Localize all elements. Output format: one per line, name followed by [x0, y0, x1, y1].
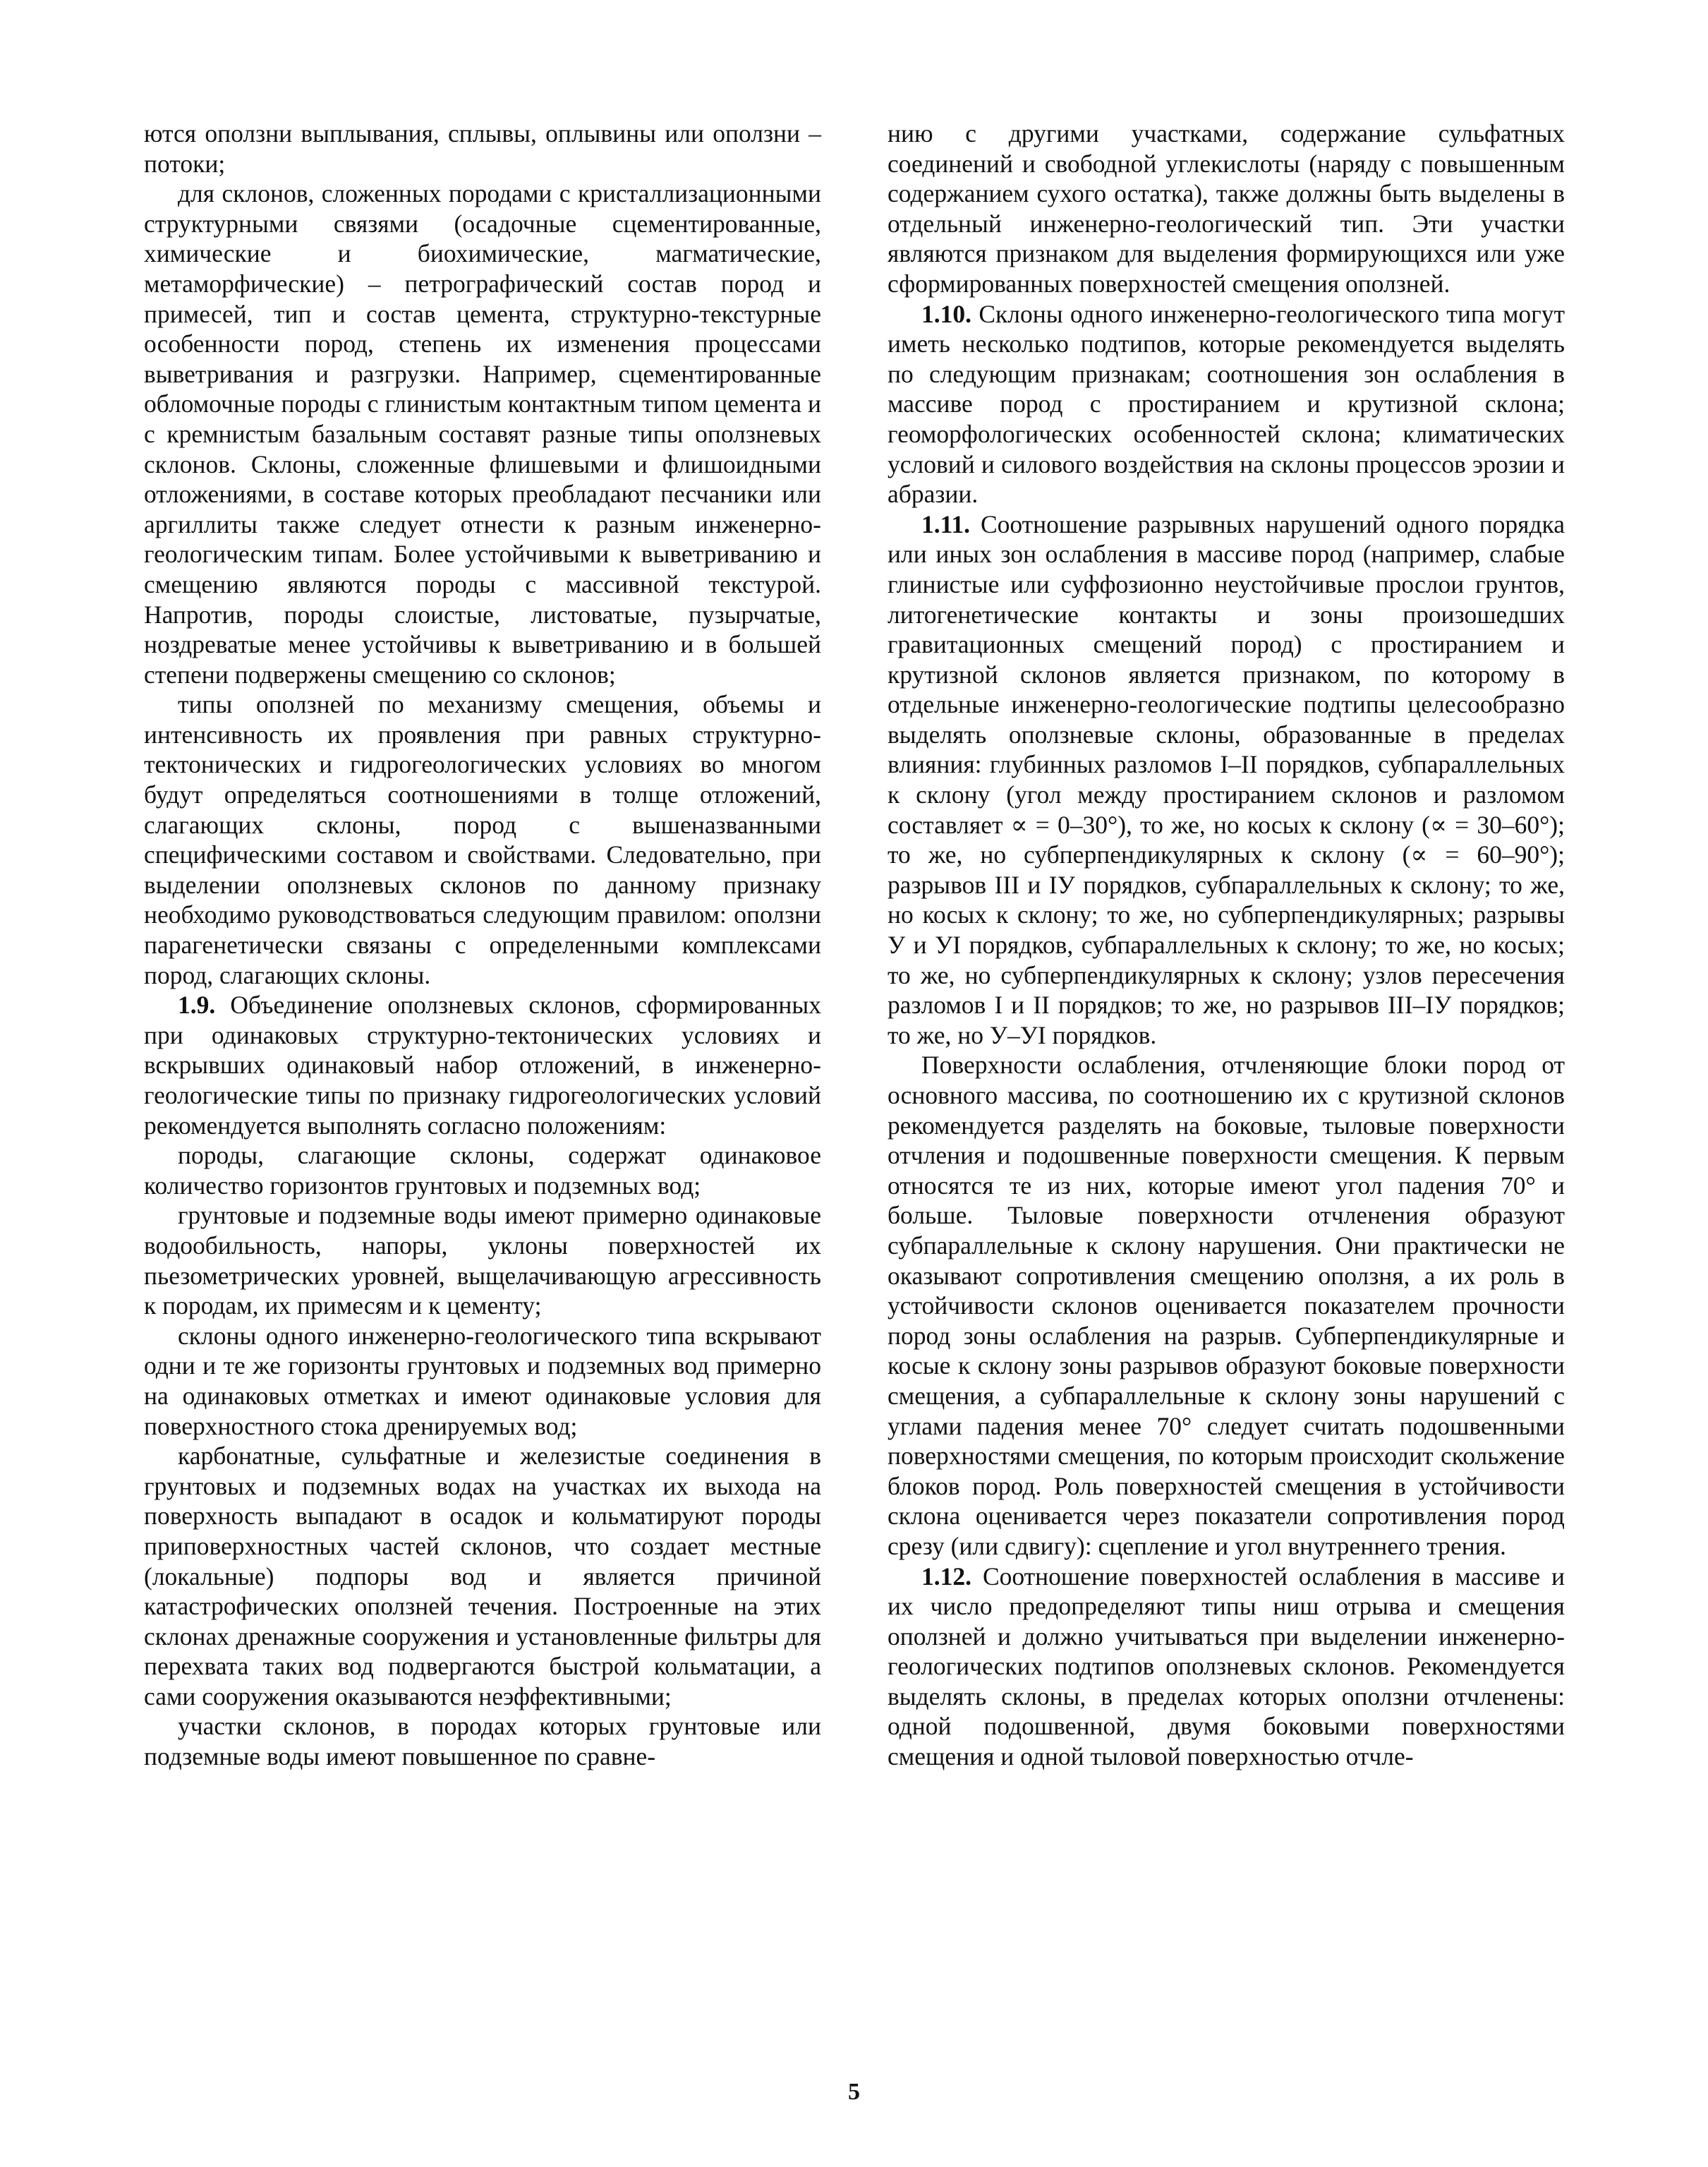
paragraph: ются оползни выплывания, сплывы, оплывины или оползни – потоки;	[144, 119, 821, 178]
page-number: 5	[848, 2079, 860, 2105]
paragraph: 1.12. Соотношение поверхностей ослабления в массиве и их число предопределяют типы ниш отрыва и смещения оползней и должно учитываться при выделении инженерно-геологических подтипов оползневых склонов. Рекомендуется выделять склоны, в пределах которых оползни отчленены: одной подошвенной, двумя боковыми поверхностями смещения и одной тыловой поверхностью отчле-	[888, 1562, 1565, 1771]
left-column	[144, 119, 821, 1772]
paragraph: для склонов, сложенных породами с кристаллизационными структурными связями (осадочные сцементированные, химические и биохимические, магматические, метаморфические) – петрографический состав пород и примесей, тип и состав цемента, структурно-текстурные особенности пород, степень их изменения процессами выветривания и разгрузки. Например, сцементированные обломочные породы с глинистым контактным типом цемента и с кремнистым базальным составят разные типы оползневых склонов. Склоны, сложенные флишевыми и флишоидными отложениями, в составе которых преобладают песчаники или аргиллиты также следует отнести к разным инженерно-геологическим типам. Более устойчивыми к выветриванию и смещению являются породы с массивной текстурой. Напротив, породы слоистые, листоватые, пузырчатые, ноздреватые менее устойчивы к выветриванию и в большей степени подвержены смещению со склонов;	[144, 179, 821, 689]
section-number: 1.12.	[921, 1562, 971, 1590]
section-number: 1.10.	[921, 299, 971, 328]
paragraph: типы оползней по механизму смещения, объемы и интенсивность их проявления при равных структурно-тектонических и гидрогеологических условиях во многом будут определяться соотношениями в толще отложений, слагающих склоны, пород с вышеназванными специфическими составом и свойствами. Следовательно, при выделении оползневых склонов по данному признаку необходимо руководствоваться следующим правилом: оползни парагенетически связаны с определенными комплексами пород, слагающих склоны.	[144, 690, 821, 989]
section-number: 1.9.	[178, 991, 216, 1020]
right-column	[888, 119, 1565, 1772]
paragraph: 1.10. Склоны одного инженерно-геологического типа могут иметь несколько подтипов, которые рекомендуется выделять по следующим признакам; соотношения зон ослабления в массиве пород с простиранием и крутизной склона; геоморфологических особенностей склона; климатических условий и силового воздействия на склоны процессов эрозии и абразии.	[888, 299, 1565, 509]
section-number: 1.11.	[921, 509, 971, 538]
paragraph: участки склонов, в породах которых грунтовые или подземные воды имеют повышенное по сравне-	[144, 1712, 821, 1771]
paragraph: 1.9. Объединение оползневых склонов, сформированных при одинаковых структурно-тектонических условиях и вскрывших одинаковый набор отложений, в инженерно-геологические типы по признаку гидрогеологических условий рекомендуется выполнять согласно положениям:	[144, 991, 821, 1140]
paragraph: Поверхности ослабления, отчленяющие блоки пород от основного массива, по соотношению их с крутизной склонов рекомендуется разделять на боковые, тыловые поверхности отчления и подошвенные поверхности смещения. К первым относятся те из них, которые имеют угол падения 70° и больше. Тыловые поверхности отчленения образуют субпараллельные к склону нарушения. Они практически не оказывают сопротивления смещению оползня, а их роль в устойчивости склонов оценивается показателем прочности пород зоны ослабления на разрыв. Субперпендикулярные и косые к склону зоны разрывов образуют боковые поверхности смещения, а субпараллельные к склону зоны нарушений с углами падения менее 70° следует считать подошвенными поверхностями смещения, по которым происходит скольжение блоков пород. Роль поверхностей смещения в устойчивости склона оценивается через показатели сопротивления пород срезу (или сдвигу): сцепление и угол внутреннего трения.	[888, 1051, 1565, 1560]
paragraph: карбонатные, сульфатные и железистые соединения в грунтовых и подземных водах на участках их выхода на поверхность выпадают в осадок и кольматируют породы приповерхностных частей склонов, что создает местные (локальные) подпоры вод и является причиной катастрофических оползней течения. Построенные на этих склонах дренажные сооружения и установленные фильтры для перехвата таких вод подвергаются быстрой кольматации, а сами сооружения оказываются неэффективными;	[144, 1442, 821, 1710]
paragraph: грунтовые и подземные воды имеют примерно одинаковые водообильность, напоры, уклоны поверхностей их пьезометрических уровней, выщелачивающую агрессивность к породам, их примесям и к цементу;	[144, 1201, 821, 1320]
paragraph: склоны одного инженерно-геологического типа вскрывают одни и те же горизонты грунтовых и подземных вод примерно на одинаковых отметках и имеют одинаковые условия для поверхностного стока дренируемых вод;	[144, 1321, 821, 1440]
paragraph: нию с другими участками, содержание сульфатных соединений и свободной углекислоты (наряду с повышенным содержанием сухого остатка), также должны быть выделены в отдельный инженерно-геологический тип. Эти участки являются признаком для выделения формирующихся или уже сформированных поверхностей смещения оползней.	[888, 119, 1565, 298]
paragraph: 1.11. Соотношение разрывных нарушений одного порядка или иных зон ослабления в массиве пород (например, слабые глинистые или суффозионно неустойчивые прослои грунтов, литогенетические контакты и зоны произошедших гравитационных смещений пород) с простиранием и крутизной склонов является признаком, по которому в отдельные инженерно-геологические подтипы целесообразно выделять оползневые склоны, образованные в пределах влияния: глубинных разломов I–II порядков, субпараллельных к склону (угол между простиранием склонов и разломом составляет ∝ = 0–30°), то же, но косых к склону (∝ = 30–60°); то же, но субперпендикулярных к склону (∝ = 60–90°); разрывов III и IУ порядков, субпараллельных к склону; то же, но косых к склону; то же, но субперпендикулярных; разрывы У и УI порядков, субпараллельных к склону; то же, но косых; то же, но субперпендикулярных к склону; узлов пересечения разломов I и II порядков; то же, но разрывов III–IУ порядков; то же, но У–УI порядков.	[888, 509, 1565, 1049]
paragraph: породы, слагающие склоны, содержат одинаковое количество горизонтов грунтовых и подземных вод;	[144, 1141, 821, 1200]
